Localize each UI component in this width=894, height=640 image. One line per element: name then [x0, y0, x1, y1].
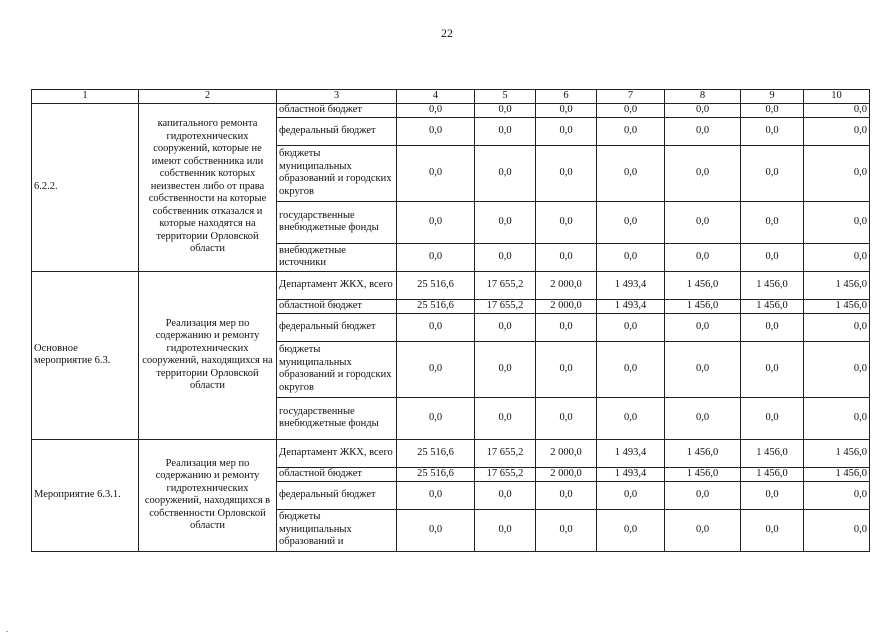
amount-cell: 1 456,0 — [804, 439, 870, 467]
amount-cell: 1 456,0 — [665, 271, 741, 299]
amount-cell: 0,0 — [536, 103, 597, 117]
amount-cell: 17 655,2 — [475, 299, 536, 313]
amount-cell: 0,0 — [804, 397, 870, 439]
header-row — [32, 90, 870, 104]
amount-cell: 1 493,4 — [597, 299, 665, 313]
amount-cell: 0,0 — [597, 145, 665, 201]
amount-cell: 0,0 — [597, 103, 665, 117]
amount-cell: 0,0 — [397, 201, 475, 243]
amount-cell: 0,0 — [475, 103, 536, 117]
amount-cell: 0,0 — [597, 117, 665, 145]
amount-cell: 0,0 — [397, 103, 475, 117]
budget-table — [31, 89, 870, 552]
amount-cell: 0,0 — [397, 397, 475, 439]
amount-cell: 1 456,0 — [665, 439, 741, 467]
scan-mark: . — [6, 625, 8, 634]
funding-source: государственные внебюджетные фонды — [277, 201, 397, 243]
funding-source: областной бюджет — [277, 299, 397, 313]
amount-cell: 0,0 — [475, 509, 536, 551]
amount-cell: 25 516,6 — [397, 271, 475, 299]
column-header: 1 — [32, 90, 139, 104]
column-header: 5 — [475, 90, 536, 104]
amount-cell: 1 456,0 — [741, 439, 804, 467]
amount-cell: 0,0 — [597, 313, 665, 341]
amount-cell: 0,0 — [741, 243, 804, 271]
amount-cell: 17 655,2 — [475, 439, 536, 467]
table-row — [32, 103, 870, 117]
funding-source: государственные внебюджетные фонды — [277, 397, 397, 439]
amount-cell: 0,0 — [536, 341, 597, 397]
amount-cell: 1 456,0 — [804, 299, 870, 313]
page-number: 22 — [441, 26, 453, 40]
amount-cell: 0,0 — [475, 145, 536, 201]
amount-cell: 25 516,6 — [397, 439, 475, 467]
amount-cell: 0,0 — [665, 481, 741, 509]
amount-cell: 0,0 — [804, 117, 870, 145]
amount-cell: 0,0 — [475, 243, 536, 271]
funding-source: бюджеты муниципальных образований и городских округов — [277, 341, 397, 397]
amount-cell: 0,0 — [741, 145, 804, 201]
amount-cell: 0,0 — [475, 481, 536, 509]
amount-cell: 0,0 — [597, 243, 665, 271]
funding-source: внебюджетные источники — [277, 243, 397, 271]
funding-source: бюджеты муниципальных образований и — [277, 509, 397, 551]
amount-cell: 1 493,4 — [597, 439, 665, 467]
amount-cell: 25 516,6 — [397, 467, 475, 481]
column-header: 6 — [536, 90, 597, 104]
amount-cell: 1 456,0 — [665, 467, 741, 481]
column-header: 4 — [397, 90, 475, 104]
funding-source: федеральный бюджет — [277, 481, 397, 509]
amount-cell: 0,0 — [536, 243, 597, 271]
amount-cell: 0,0 — [804, 341, 870, 397]
amount-cell: 17 655,2 — [475, 271, 536, 299]
amount-cell: 0,0 — [397, 509, 475, 551]
measure-description: Реализация мер по содержанию и ремонту гидротехнических сооружений, находящихся в собственности Орловской области — [139, 439, 277, 551]
amount-cell: 0,0 — [741, 341, 804, 397]
column-header: 9 — [741, 90, 804, 104]
amount-cell: 25 516,6 — [397, 299, 475, 313]
amount-cell: 1 493,4 — [597, 271, 665, 299]
amount-cell: 1 493,4 — [597, 467, 665, 481]
amount-cell: 0,0 — [397, 481, 475, 509]
funding-source: Департамент ЖКХ, всего — [277, 439, 397, 467]
amount-cell: 2 000,0 — [536, 467, 597, 481]
amount-cell: 0,0 — [397, 243, 475, 271]
measure-description: капитального ремонта гидротехнических сооружений, которые не имеют собственника или собственник которых неизвестен либо от права собственности на которые собственник отказался и которые находятся на территории Орловской области — [139, 103, 277, 271]
amount-cell: 0,0 — [665, 341, 741, 397]
column-header: 3 — [277, 90, 397, 104]
amount-cell: 0,0 — [665, 243, 741, 271]
amount-cell: 0,0 — [741, 509, 804, 551]
column-header: 10 — [804, 90, 870, 104]
amount-cell: 1 456,0 — [804, 271, 870, 299]
amount-cell: 0,0 — [397, 341, 475, 397]
amount-cell: 0,0 — [665, 201, 741, 243]
amount-cell: 1 456,0 — [804, 467, 870, 481]
amount-cell: 0,0 — [804, 145, 870, 201]
amount-cell: 0,0 — [536, 313, 597, 341]
amount-cell: 0,0 — [665, 117, 741, 145]
amount-cell: 0,0 — [536, 201, 597, 243]
measure-code: 6.2.2. — [32, 103, 139, 271]
amount-cell: 0,0 — [597, 509, 665, 551]
funding-source: Департамент ЖКХ, всего — [277, 271, 397, 299]
amount-cell: 0,0 — [804, 481, 870, 509]
amount-cell: 0,0 — [536, 481, 597, 509]
amount-cell: 0,0 — [741, 117, 804, 145]
amount-cell: 0,0 — [597, 341, 665, 397]
measure-description: Реализация мер по содержанию и ремонту гидротехнических сооружений, находящихся на территории Орловской области — [139, 271, 277, 439]
amount-cell: 0,0 — [741, 313, 804, 341]
amount-cell: 0,0 — [536, 509, 597, 551]
amount-cell: 0,0 — [597, 201, 665, 243]
funding-source: федеральный бюджет — [277, 313, 397, 341]
amount-cell: 2 000,0 — [536, 439, 597, 467]
amount-cell: 0,0 — [397, 145, 475, 201]
amount-cell: 0,0 — [741, 201, 804, 243]
amount-cell: 0,0 — [536, 145, 597, 201]
amount-cell: 0,0 — [804, 103, 870, 117]
amount-cell: 0,0 — [397, 313, 475, 341]
measure-code: Основное мероприятие 6.3. — [32, 271, 139, 439]
amount-cell: 0,0 — [804, 201, 870, 243]
funding-source: областной бюджет — [277, 467, 397, 481]
amount-cell: 0,0 — [597, 397, 665, 439]
amount-cell: 17 655,2 — [475, 467, 536, 481]
amount-cell: 0,0 — [665, 313, 741, 341]
table-body — [32, 103, 870, 551]
column-header: 7 — [597, 90, 665, 104]
funding-source: областной бюджет — [277, 103, 397, 117]
amount-cell: 0,0 — [597, 481, 665, 509]
amount-cell: 1 456,0 — [741, 271, 804, 299]
amount-cell: 0,0 — [536, 397, 597, 439]
amount-cell: 0,0 — [475, 117, 536, 145]
amount-cell: 2 000,0 — [536, 271, 597, 299]
amount-cell: 0,0 — [475, 201, 536, 243]
amount-cell: 0,0 — [804, 313, 870, 341]
table-row — [32, 439, 870, 467]
amount-cell: 0,0 — [475, 341, 536, 397]
amount-cell: 0,0 — [397, 117, 475, 145]
amount-cell: 0,0 — [741, 481, 804, 509]
amount-cell: 0,0 — [475, 397, 536, 439]
amount-cell: 0,0 — [741, 397, 804, 439]
amount-cell: 0,0 — [804, 509, 870, 551]
funding-source: федеральный бюджет — [277, 117, 397, 145]
amount-cell: 0,0 — [536, 117, 597, 145]
amount-cell: 1 456,0 — [741, 299, 804, 313]
amount-cell: 0,0 — [804, 243, 870, 271]
funding-source: бюджеты муниципальных образований и городских округов — [277, 145, 397, 201]
amount-cell: 0,0 — [665, 145, 741, 201]
column-header: 2 — [139, 90, 277, 104]
amount-cell: 1 456,0 — [665, 299, 741, 313]
amount-cell: 2 000,0 — [536, 299, 597, 313]
amount-cell: 0,0 — [665, 103, 741, 117]
column-header: 8 — [665, 90, 741, 104]
amount-cell: 1 456,0 — [741, 467, 804, 481]
amount-cell: 0,0 — [741, 103, 804, 117]
amount-cell: 0,0 — [665, 397, 741, 439]
measure-code: Мероприятие 6.3.1. — [32, 439, 139, 551]
amount-cell: 0,0 — [475, 313, 536, 341]
amount-cell: 0,0 — [665, 509, 741, 551]
table-row — [32, 271, 870, 299]
